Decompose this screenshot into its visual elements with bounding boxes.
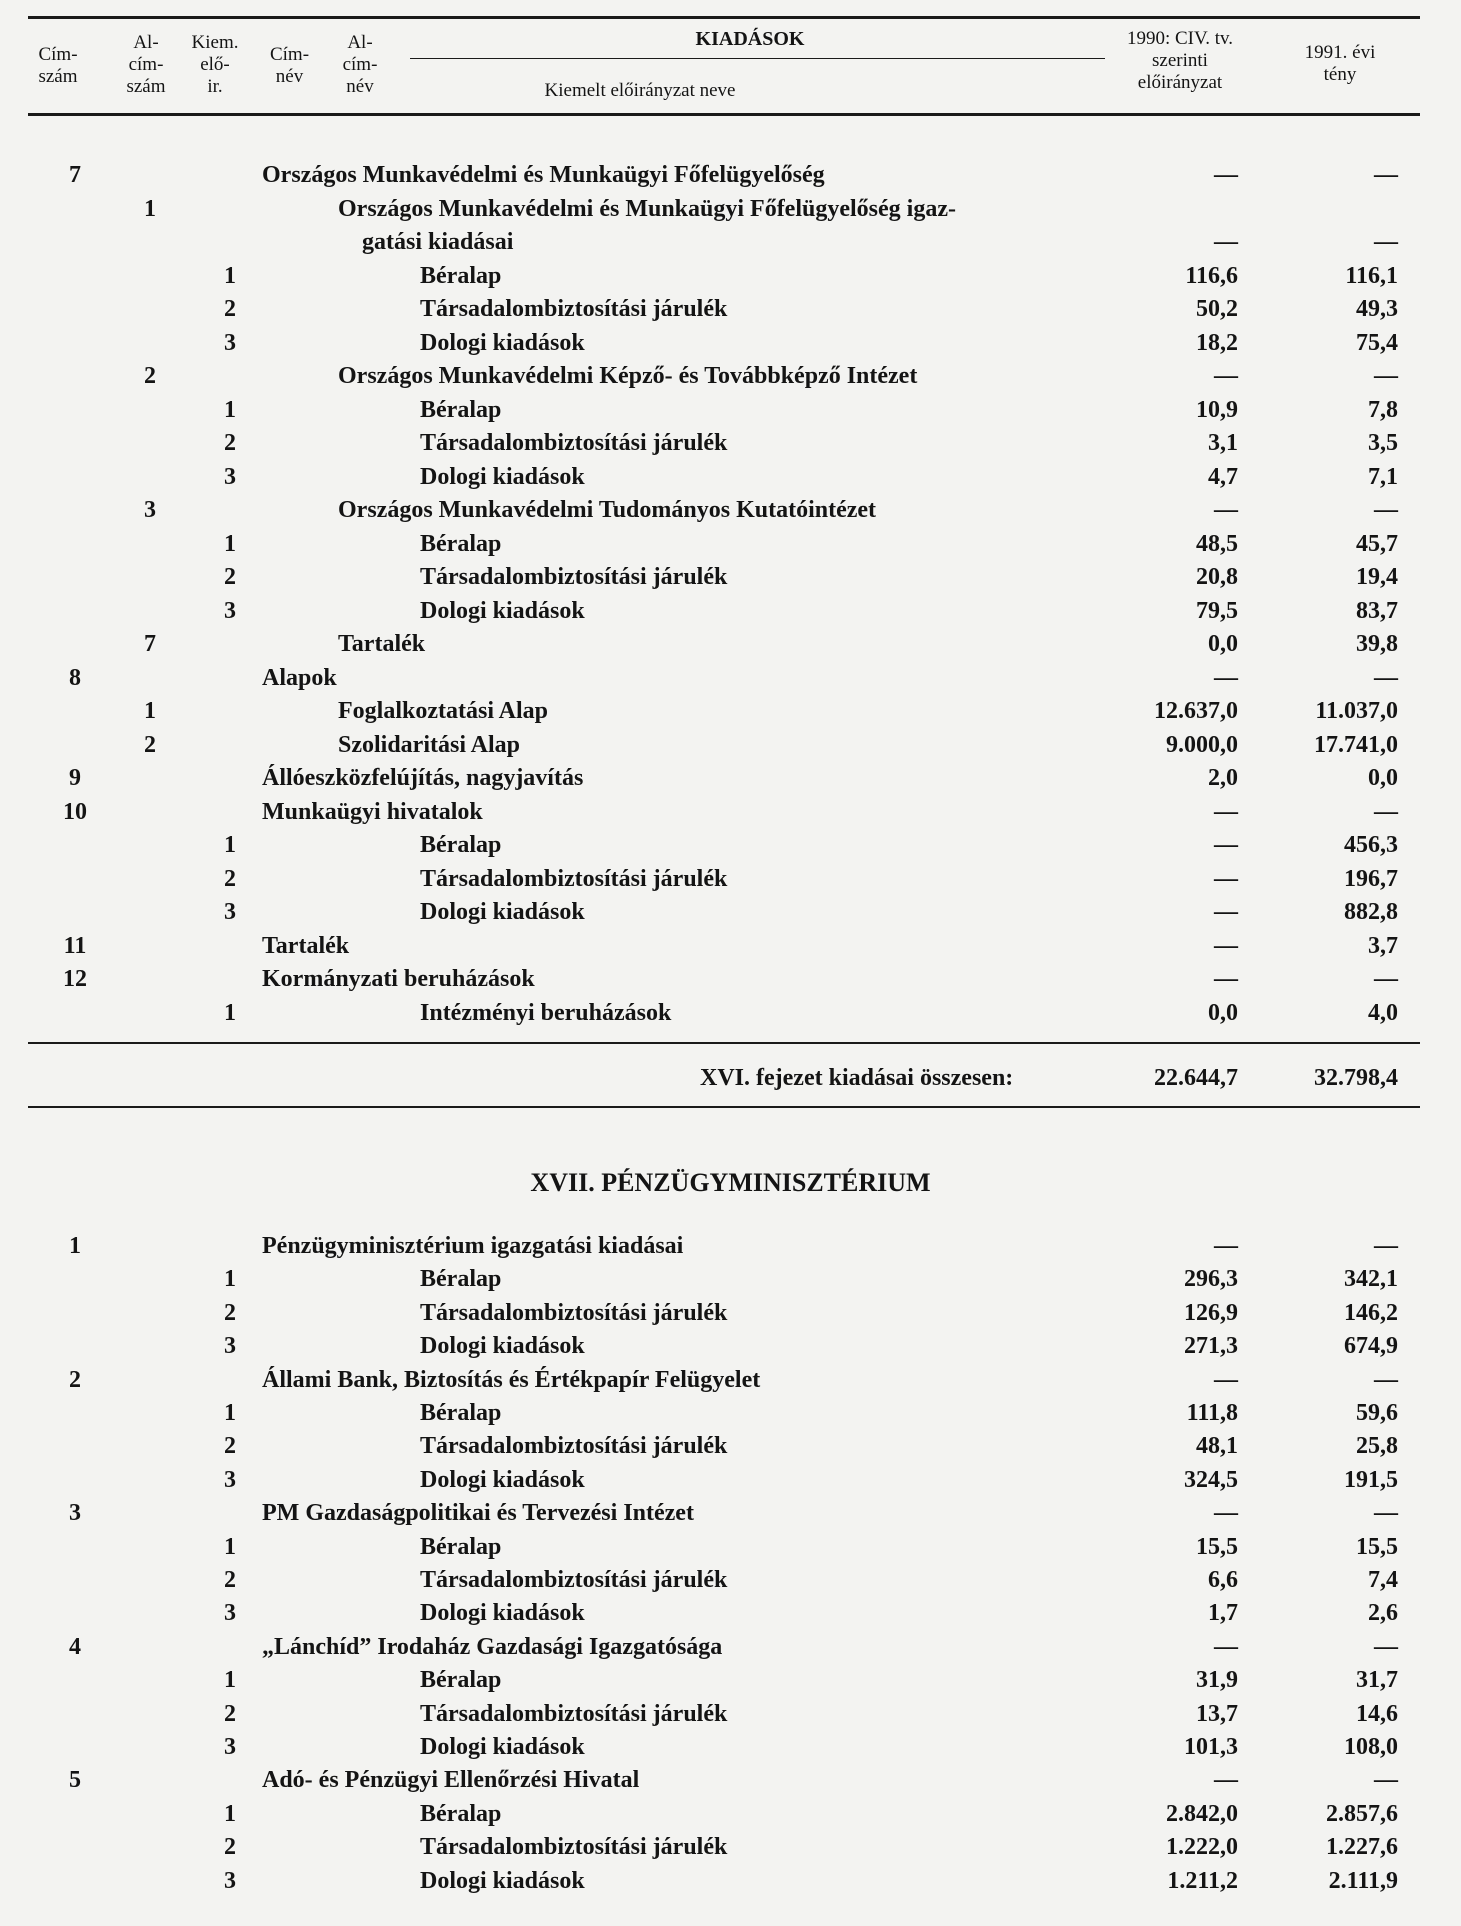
value-1991: 674,9: [1344, 1333, 1398, 1360]
value-1991: 456,3: [1344, 832, 1398, 858]
appropriation-name: Béralap: [420, 530, 502, 557]
value-1991: 7,8: [1368, 396, 1398, 423]
header-bottom-rule: [28, 113, 1420, 116]
item-number: 3: [224, 1734, 236, 1760]
header-top-rule: [28, 16, 1420, 19]
table-row: [0, 595, 1461, 628]
title-number: 4: [69, 1633, 81, 1660]
value-1991: 49,3: [1356, 296, 1398, 322]
table-row: [0, 193, 1461, 226]
table-row: [0, 461, 1461, 494]
value-1990: 1.211,2: [1167, 1867, 1238, 1894]
value-1991: 116,1: [1345, 262, 1398, 289]
table-row: [0, 1430, 1461, 1463]
total-bottom-rule: [28, 1106, 1420, 1108]
title-number: 12: [63, 966, 87, 992]
value-1990: 48,5: [1196, 530, 1238, 557]
kiadasok-underline: [410, 58, 1105, 59]
item-number: 1: [224, 396, 236, 423]
table-row: [0, 561, 1461, 594]
item-number: 2: [224, 430, 236, 456]
value-1990: 116,6: [1185, 262, 1238, 289]
title-number: 2: [69, 1366, 81, 1393]
table-row: [0, 796, 1461, 829]
appropriation-name: Dologi kiadások: [420, 1734, 585, 1760]
table-row: [0, 1263, 1461, 1296]
table-row: [0, 1631, 1461, 1664]
value-1991: 19,4: [1356, 564, 1398, 590]
title-number: 3: [69, 1500, 81, 1527]
value-1990: 296,3: [1184, 1266, 1238, 1293]
value-1991: 59,6: [1356, 1400, 1398, 1426]
table-row: [0, 1397, 1461, 1430]
value-1991: 3,7: [1368, 932, 1398, 959]
value-1991: —: [1374, 1767, 1398, 1794]
appropriation-name: Béralap: [420, 1800, 502, 1827]
value-1990: —: [1214, 1366, 1238, 1393]
table-row: [0, 1364, 1461, 1397]
value-1990: 13,7: [1196, 1700, 1238, 1727]
value-1991: 17.741,0: [1314, 731, 1398, 758]
value-1990: 2,0: [1208, 765, 1238, 791]
appropriation-name: Szolidaritási Alap: [338, 731, 521, 758]
value-1991: —: [1374, 229, 1398, 255]
appropriation-name: gatási kiadásai: [362, 229, 514, 255]
total-top-rule: [28, 1042, 1420, 1044]
value-1990: —: [1214, 1767, 1238, 1794]
appropriation-name: Tartalék: [262, 932, 350, 959]
table-row: [0, 260, 1461, 293]
value-1990: —: [1214, 497, 1238, 523]
item-number: 3: [224, 329, 236, 356]
header-eloiranyzat-1990: 1990: CIV. tv. szerinti előirányzat: [1126, 28, 1234, 93]
value-1990: 101,3: [1184, 1734, 1238, 1760]
appropriation-name: Országos Munkavédelmi Tudományos Kutatóintézet: [338, 497, 877, 523]
value-1991: 14,6: [1356, 1700, 1398, 1727]
appropriation-name: Adó- és Pénzügyi Ellenőrzési Hivatal: [262, 1767, 640, 1794]
item-number: 3: [224, 597, 236, 624]
table-row: [0, 1865, 1461, 1898]
value-1991: 2.857,6: [1326, 1800, 1398, 1827]
item-number: 2: [224, 1433, 236, 1460]
value-1991: 45,7: [1356, 530, 1398, 557]
appropriation-name: Társadalombiztosítási járulék: [420, 1700, 728, 1727]
table-row: [0, 662, 1461, 695]
subtitle-number: 1: [144, 195, 156, 222]
table-row: [0, 1497, 1461, 1530]
item-number: 2: [224, 1834, 236, 1861]
value-1991: 7,4: [1368, 1567, 1398, 1593]
item-number: 2: [224, 1700, 236, 1727]
item-number: 3: [224, 899, 236, 925]
value-1990: —: [1214, 1233, 1238, 1259]
table-row: [0, 1764, 1461, 1797]
item-number: 3: [224, 1600, 236, 1627]
value-1991: 75,4: [1356, 329, 1398, 356]
title-number: 5: [69, 1767, 81, 1794]
value-1990: 4,7: [1208, 463, 1238, 490]
table-row: [0, 1664, 1461, 1697]
value-1991: 83,7: [1356, 597, 1398, 624]
value-1991: 882,8: [1344, 899, 1398, 925]
item-number: 2: [224, 1567, 236, 1593]
header-kiemelt-nev: Kiemelt előirányzat neve: [544, 80, 736, 101]
value-1990: —: [1214, 899, 1238, 925]
title-number: 7: [69, 162, 81, 188]
table-row: [0, 1464, 1461, 1497]
table-row: [0, 293, 1461, 326]
value-1990: —: [1214, 932, 1238, 959]
item-number: 3: [224, 1867, 236, 1894]
subtitle-number: 2: [144, 731, 156, 758]
table-row: [0, 695, 1461, 728]
table-row: [0, 729, 1461, 762]
total-label: XVI. fejezet kiadásai összesen:: [700, 1065, 1014, 1091]
appropriation-name: Alapok: [262, 664, 337, 691]
total-value-1991: 32.798,4: [1314, 1065, 1398, 1091]
table-row: [0, 997, 1461, 1030]
table-row: [0, 1330, 1461, 1363]
appropriation-name: Társadalombiztosítási járulék: [420, 296, 728, 322]
table-row: [0, 1297, 1461, 1330]
header-cim-nev: Cím- név: [269, 44, 310, 87]
value-1991: —: [1374, 966, 1398, 992]
appropriation-name: Béralap: [420, 1400, 502, 1426]
value-1990: 31,9: [1196, 1667, 1238, 1694]
table-row: [0, 360, 1461, 393]
value-1990: 324,5: [1184, 1466, 1238, 1493]
appropriation-name: Társadalombiztosítási járulék: [420, 1567, 728, 1593]
value-1991: 7,1: [1368, 463, 1398, 490]
value-1991: 342,1: [1344, 1266, 1398, 1293]
item-number: 1: [224, 1400, 236, 1426]
subtitle-number: 3: [144, 497, 156, 523]
value-1990: 111,8: [1186, 1400, 1238, 1426]
value-1990: 50,2: [1196, 296, 1238, 322]
appropriation-name: Dologi kiadások: [420, 899, 585, 925]
appropriation-name: Béralap: [420, 832, 502, 858]
value-1990: —: [1214, 1633, 1238, 1660]
table-row: [0, 628, 1461, 661]
item-number: 1: [224, 530, 236, 557]
value-1990: 18,2: [1196, 329, 1238, 356]
value-1990: —: [1214, 832, 1238, 858]
table-row: [0, 226, 1461, 259]
appropriation-name: „Lánchíd” Irodaház Gazdasági Igazgatósága: [262, 1633, 723, 1660]
header-kiadasok: KIADÁSOK: [695, 28, 805, 50]
appropriation-name: Dologi kiadások: [420, 1867, 585, 1894]
table-row: [0, 829, 1461, 862]
title-number: 9: [69, 765, 81, 791]
subtitle-number: 1: [144, 698, 156, 724]
value-1990: 9.000,0: [1166, 731, 1238, 758]
appropriation-name: Társadalombiztosítási járulék: [420, 1433, 728, 1460]
value-1990: 271,3: [1184, 1333, 1238, 1360]
appropriation-name: Dologi kiadások: [420, 1333, 585, 1360]
title-number: 8: [69, 664, 81, 691]
appropriation-name: Béralap: [420, 1667, 502, 1694]
header-teny-1991: 1991. évi tény: [1304, 42, 1376, 85]
appropriation-name: Béralap: [420, 1266, 502, 1293]
table-row: [0, 1798, 1461, 1831]
table-row: [0, 1597, 1461, 1630]
value-1991: 108,0: [1344, 1734, 1398, 1760]
item-number: 1: [224, 1667, 236, 1694]
subtitle-number: 7: [144, 631, 156, 657]
value-1990: —: [1214, 798, 1238, 825]
value-1991: —: [1374, 1500, 1398, 1527]
value-1991: —: [1374, 363, 1398, 389]
item-number: 2: [224, 296, 236, 322]
appropriation-name: Országos Munkavédelmi Képző- és Továbbképző Intézet: [338, 363, 918, 389]
appropriation-name: Társadalombiztosítási járulék: [420, 865, 728, 892]
value-1990: 15,5: [1196, 1533, 1238, 1560]
table-row: [0, 1698, 1461, 1731]
value-1990: 0,0: [1208, 631, 1238, 657]
appropriation-name: Társadalombiztosítási járulék: [420, 1834, 728, 1861]
table-row: [0, 1564, 1461, 1597]
appropriation-name: Társadalombiztosítási járulék: [420, 564, 728, 590]
table-row: [0, 1831, 1461, 1864]
item-number: 3: [224, 1333, 236, 1360]
appropriation-name: Társadalombiztosítási járulék: [420, 1299, 728, 1326]
appropriation-name: Dologi kiadások: [420, 463, 585, 490]
value-1990: 20,8: [1196, 564, 1238, 590]
appropriation-name: Országos Munkavédelmi és Munkaügyi Főfelügyelőség igaz-: [338, 195, 956, 222]
value-1991: —: [1374, 1366, 1398, 1393]
value-1991: 0,0: [1368, 765, 1398, 791]
value-1991: 4,0: [1368, 999, 1398, 1026]
table-row: [0, 1731, 1461, 1764]
value-1991: —: [1374, 497, 1398, 523]
value-1991: 15,5: [1356, 1533, 1398, 1560]
value-1991: 39,8: [1356, 631, 1398, 657]
item-number: 1: [224, 1266, 236, 1293]
value-1990: 3,1: [1208, 430, 1238, 456]
value-1990: —: [1214, 1500, 1238, 1527]
appropriation-name: Pénzügyminisztérium igazgatási kiadásai: [262, 1233, 684, 1259]
header-alcim-nev: Al- cím- név: [342, 32, 378, 97]
appropriation-name: Munkaügyi hivatalok: [262, 798, 483, 825]
item-number: 1: [224, 262, 236, 289]
item-number: 3: [224, 463, 236, 490]
value-1991: 146,2: [1344, 1299, 1398, 1326]
value-1991: 1.227,6: [1326, 1834, 1398, 1861]
title-number: 1: [69, 1233, 81, 1259]
value-1990: 126,9: [1184, 1299, 1238, 1326]
appropriation-name: Tartalék: [338, 631, 426, 657]
table-row: [0, 1531, 1461, 1564]
appropriation-name: Országos Munkavédelmi és Munkaügyi Főfelügyelőség: [262, 162, 825, 188]
value-1991: 196,7: [1344, 865, 1398, 892]
table-row: [0, 327, 1461, 360]
appropriation-name: Állóeszközfelújítás, nagyjavítás: [262, 765, 584, 791]
table-row: [0, 963, 1461, 996]
table-row: [0, 1230, 1461, 1263]
header-kiem-eloir: Kiem. elő- ir.: [191, 32, 239, 97]
table-row: [0, 762, 1461, 795]
appropriation-name: Kormányzati beruházások: [262, 966, 535, 992]
value-1990: —: [1214, 162, 1238, 188]
table-row: [0, 930, 1461, 963]
value-1991: —: [1374, 798, 1398, 825]
appropriation-name: Intézményi beruházások: [420, 999, 672, 1026]
table-row: [0, 528, 1461, 561]
value-1991: —: [1374, 1633, 1398, 1660]
table-row: [0, 427, 1461, 460]
value-1990: —: [1214, 966, 1238, 992]
appropriation-name: PM Gazdaságpolitikai és Tervezési Intézet: [262, 1500, 694, 1527]
value-1991: —: [1374, 162, 1398, 188]
section-title: XVII. PÉNZÜGYMINISZTÉRIUM: [530, 1168, 931, 1197]
item-number: 3: [224, 1466, 236, 1493]
value-1990: 1,7: [1208, 1600, 1238, 1627]
table-row: [0, 494, 1461, 527]
value-1991: 2.111,9: [1328, 1867, 1398, 1894]
appropriation-name: Béralap: [420, 1533, 502, 1560]
appropriation-name: Dologi kiadások: [420, 597, 585, 624]
table-row: [0, 896, 1461, 929]
value-1991: —: [1374, 1233, 1398, 1259]
appropriation-name: Állami Bank, Biztosítás és Értékpapír Felügyelet: [262, 1366, 761, 1393]
header-cim-szam: Cím- szám: [38, 44, 78, 87]
value-1991: 2,6: [1368, 1600, 1398, 1627]
appropriation-name: Béralap: [420, 396, 502, 423]
value-1990: 2.842,0: [1166, 1800, 1238, 1827]
value-1990: 79,5: [1196, 597, 1238, 624]
appropriation-name: Dologi kiadások: [420, 329, 585, 356]
subtitle-number: 2: [144, 363, 156, 389]
value-1990: —: [1214, 664, 1238, 691]
item-number: 1: [224, 999, 236, 1026]
value-1990: 12.637,0: [1154, 698, 1238, 724]
table-row: [0, 159, 1461, 192]
item-number: 2: [224, 564, 236, 590]
title-number: 11: [63, 932, 87, 959]
value-1991: 11.037,0: [1315, 698, 1398, 724]
value-1990: —: [1214, 229, 1238, 255]
appropriation-name: Társadalombiztosítási járulék: [420, 430, 728, 456]
item-number: 2: [224, 1299, 236, 1326]
value-1990: —: [1214, 363, 1238, 389]
title-number: 10: [63, 798, 87, 825]
value-1991: 191,5: [1344, 1466, 1398, 1493]
item-number: 1: [224, 1800, 236, 1827]
header-alcim-szam: Al- cím- szám: [126, 32, 166, 97]
value-1991: —: [1374, 664, 1398, 691]
value-1990: 48,1: [1196, 1433, 1238, 1460]
appropriation-name: Foglalkoztatási Alap: [338, 698, 549, 724]
total-value-1990: 22.644,7: [1154, 1065, 1238, 1091]
value-1990: —: [1214, 865, 1238, 892]
value-1990: 10,9: [1196, 396, 1238, 423]
value-1990: 0,0: [1208, 999, 1238, 1026]
value-1990: 6,6: [1208, 1567, 1238, 1593]
appropriation-name: Béralap: [420, 262, 502, 289]
item-number: 2: [224, 865, 236, 892]
value-1991: 25,8: [1356, 1433, 1398, 1460]
item-number: 1: [224, 1533, 236, 1560]
appropriation-name: Dologi kiadások: [420, 1600, 585, 1627]
value-1991: 3,5: [1368, 430, 1398, 456]
item-number: 1: [224, 832, 236, 858]
value-1990: 1.222,0: [1166, 1834, 1238, 1861]
value-1991: 31,7: [1356, 1667, 1398, 1694]
appropriation-name: Dologi kiadások: [420, 1466, 585, 1493]
table-row: [0, 394, 1461, 427]
table-row: [0, 863, 1461, 896]
